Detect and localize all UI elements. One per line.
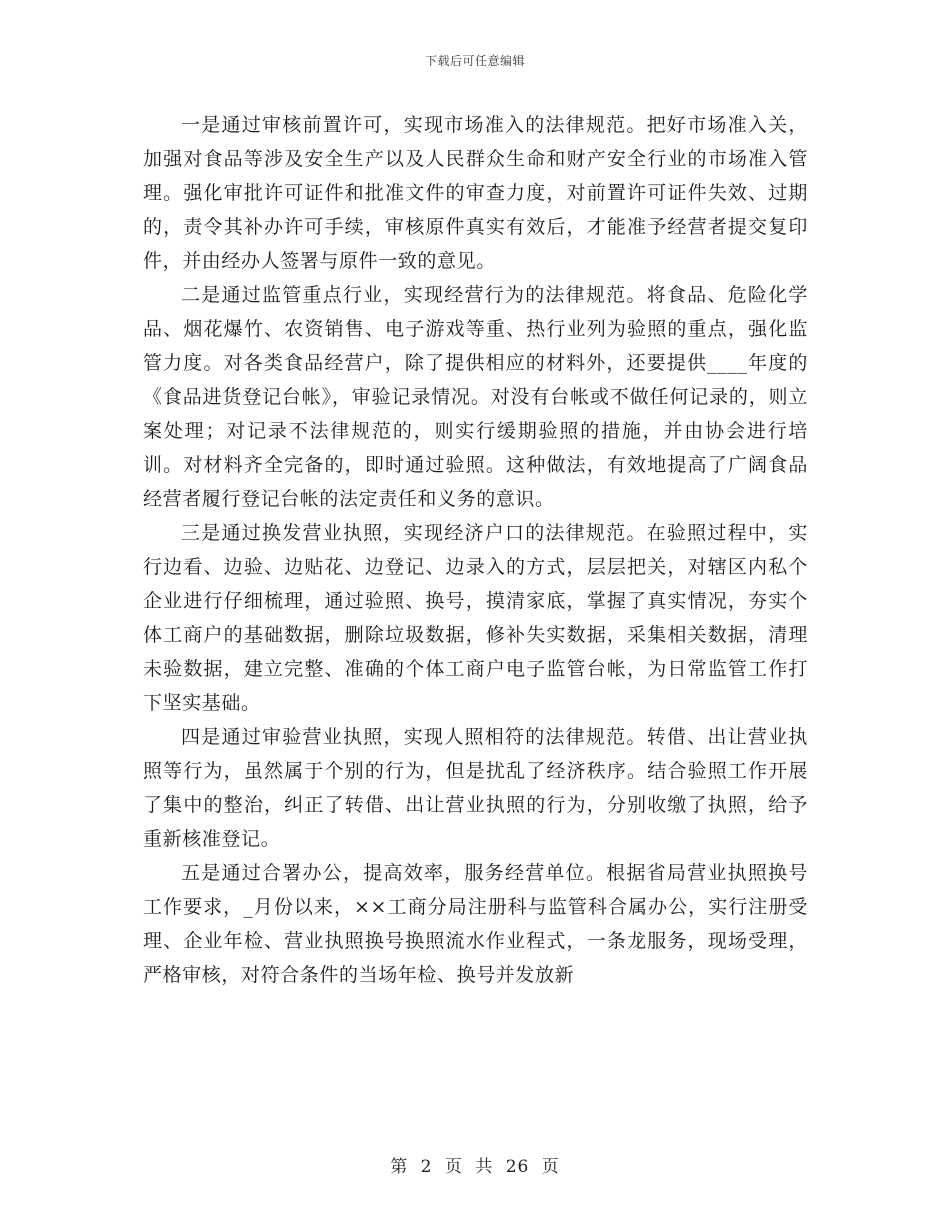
paragraph-3: 三是通过换发营业执照，实现经济户口的法律规范。在验照过程中，实行边看、边验、边贴花、边登记、边录入的方式，层层把关，对辖区内私个企业进行仔细梳理，通过验照、换号，摸清家底，掌握了真实情况，夯实个体工商户的基础数据，删除垃圾数据，修补失实数据，采集相关数据，清理未验数据，建立完整、准确的个体工商户电子监管台帐，为日常监管工作打下坚实基础。 [143, 522, 808, 714]
paragraph-4: 四是通过审验营业执照，实现人照相符的法律规范。转借、出让营业执照等行为，虽然属于个别的行为，但是扰乱了经济秩序。结合验照工作开展了集中的整治，纠正了转借、出让营业执照的行为，分别收缴了执照，给予重新核准登记。 [143, 726, 808, 850]
paragraph-5: 五是通过合署办公，提高效率，服务经营单位。根据省局营业执照换号工作要求，_月份以来，××工商分局注册科与监管科合属办公，实行注册受理、企业年检、营业执照换号换照流水作业程式，一条龙服务，现场受理，严格审核，对符合条件的当场年检、换号并发放新 [143, 862, 808, 986]
page-number: 第 2 页 共 26 页 [390, 1157, 560, 1177]
paragraph-1: 一是通过审核前置许可，实现市场准入的法律规范。把好市场准入关，加强对食品等涉及安全生产以及人民群众生命和财产安全行业的市场准入管理。强化审批许可证件和批准文件的审查力度，对前置许可证件失效、过期的，责令其补办许可手续，审核原件真实有效后，才能准予经营者提交复印件，并由经办人签署与原件一致的意见。 [143, 114, 808, 272]
page-header: 下载后可任意编辑 [424, 54, 525, 68]
paragraph-2: 二是通过监管重点行业，实现经营行为的法律规范。将食品、危险化学品、烟花爆竹、农资销售、电子游戏等重、热行业列为验照的重点，强化监管力度。对各类食品经营户，除了提供相应的材料外，还要提供____年度的《食品进货登记台帐》，审验记录情况。对没有台帐或不做任何记录的，则立案处理；对记录不法律规范的，则实行缓期验照的措施，并由协会进行培训。对材料齐全完备的，即时通过验照。这种做法，有效地提高了广阔食品经营者履行登记台帐的法定责任和义务的意识。 [143, 284, 808, 510]
document-body [143, 108, 808, 992]
